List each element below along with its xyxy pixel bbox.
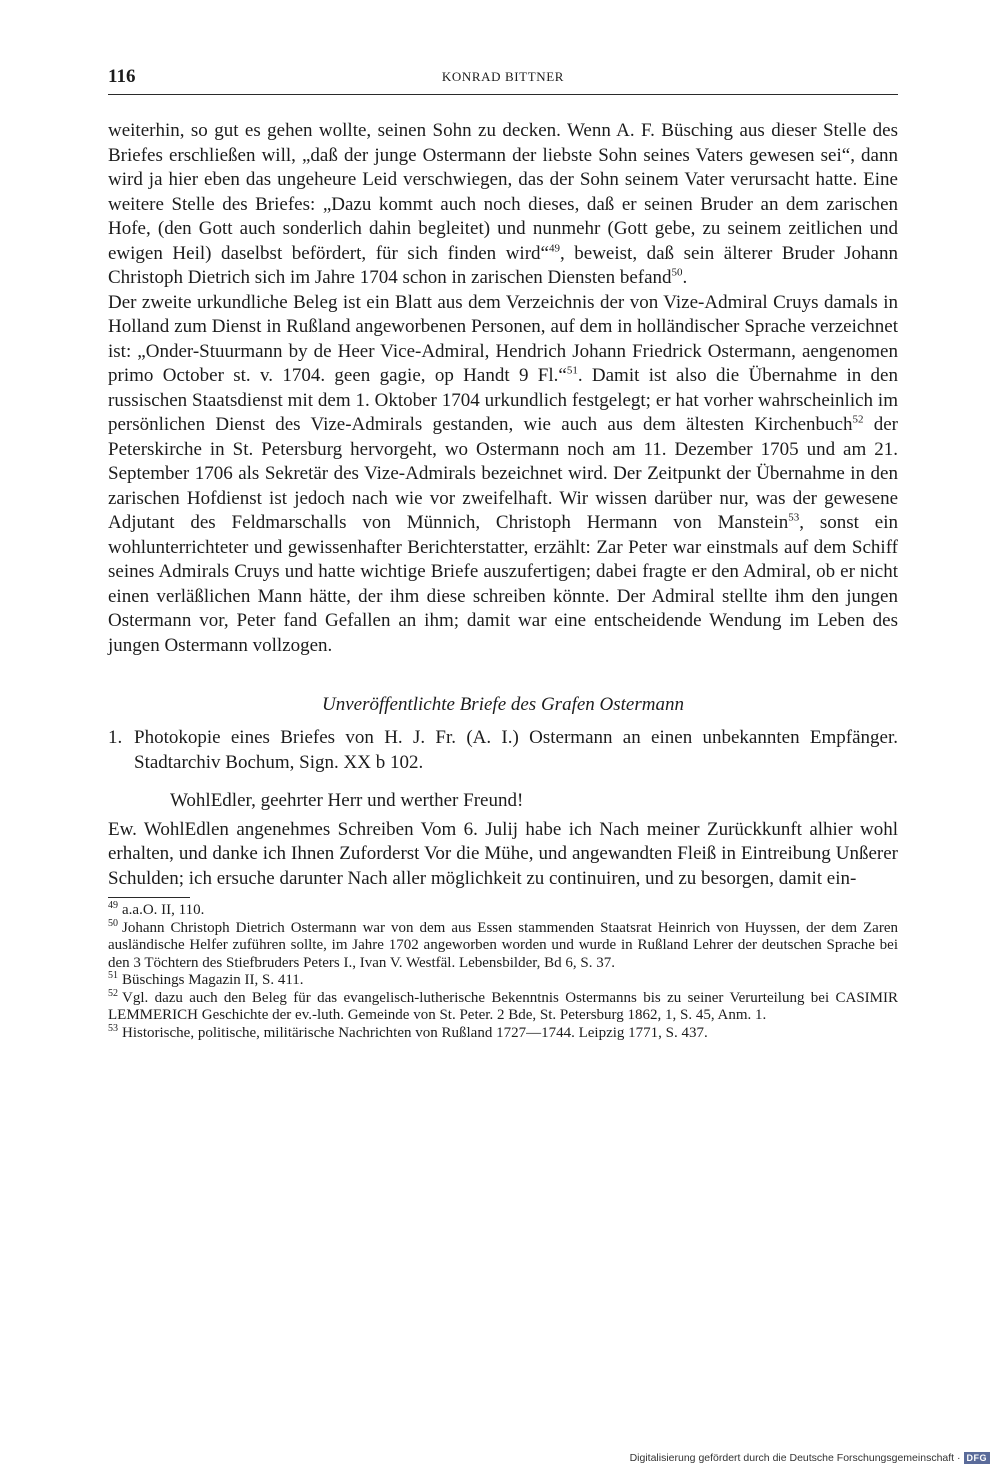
- section-title: Unveröffentlichte Briefe des Grafen Ostermann: [322, 694, 684, 715]
- footnote: $^{52}$ Vgl. dazu auch den Beleg für das evangelisch-lutherische Bekenntnis Ostermanns bis zu seiner Verurteilung bei CASIMIR LEMMERICH Geschichte der ev.-luth. Gemeinde von St. Peter. 2 Bde, St. Petersburg 1862, 1, S. 45, Anm. 1.: [108, 987, 898, 1023]
- footnote-ref-50: 50: [671, 266, 683, 279]
- footnote: $^{53}$ Historische, politische, militärische Nachrichten von Rußland 1727—1744. Leipzig 1771, S. 437.: [108, 1022, 708, 1041]
- main-text: [108, 119, 898, 658]
- footnote: $^{49}$ a.a.O. II, 110.: [108, 900, 205, 918]
- document-page: [108, 66, 898, 1042]
- paragraph-1: weiterhin, so gut es gehen wollte, seinen Sohn zu decken. Wenn A. F. Büsching aus dieser Stelle des Briefes erschließen will, „daß der junge Ostermann der liebste Sohn seines Vaters gewesen sei“, dann wird ja hier eben das ungeheure Leid verschwiegen, das der Sohn seinem Vater verursacht hatte. Eine weitere Stelle des Briefes: „Dazu kommt auch noch dieses, daß er seinen Bruder an dem zarischen Hofe, (den Gott auch sonderlich dahin begleitet) und nunmehr (Gott gebe, zu seinem zeitlichen und ewigen Heil) daselbst befördert, für sich finden wird“$^{49}$, beweist, daß sein älterer Bruder Johann Christoph Dietrich sich im Jahre 1704 schon in zarischen Diensten befand$^{50}$.: [108, 120, 898, 288]
- paragraph-2: Der zweite urkundliche Beleg ist ein Blatt aus dem Verzeichnis der von Vize-Admiral Cruys damals in Holland zum Dienst in Rußland angeworbenen Personen, auf dem in holländischer Sprache verzeichnet ist: „Onder-Stuurmann by de Heer Vice-Admiral, Hendrich Johann Friedrick Ostermann, aengenomen primo October st. v. 1704. geen gagie, op Handt 9 Fl.“$^{51}$. Damit ist also die Übernahme in den russischen Staatsdienst mit dem 1. Oktober 1704 urkundlich festgelegt; er hat vorher wahrscheinlich im persönlichen Dienst des Vize-Admirals gestanden, wie auch aus dem ältesten Kirchenbuch$^{52}$ der Peterskirche in St. Petersburg hervorgeht, wo Ostermann noch am 11. Dezember 1705 und am 21. September 1706 als Sekretär des Vize-Admirals bezeichnet wird. Der Zeitpunkt der Übernahme in den zarischen Hofdienst ist jedoch nach wie vor zweifelhaft. Wir wissen darüber nur, was der gewesene Adjutant des Feldmarschalls von Münnich, Christoph Hermann von Manstein$^{53}$, sonst ein wohlunterrichteter und gewissenhafter Berichterstatter, erzählt: Zar Peter war einstmals auf dem Schiff seines Admirals Cruys und hatte wichtige Briefe auszufertigen; dabei fragte er den Admiral, ob er nicht einen verläßlichen Mann hätte, der ihm diese schreiben könnte. Der Admiral stellte ihm den jungen Ostermann vor, Peter fand Gefallen an ihm; damit war eine entscheidende Wendung im Leben des jungen Ostermann vollzogen.: [108, 291, 899, 656]
- footnote-divider: [108, 897, 190, 898]
- list-item-number: 1.: [108, 727, 123, 748]
- footnote: $^{51}$ Büschings Magazin II, S. 411.: [108, 970, 304, 988]
- list-item: [108, 726, 898, 775]
- footnote-ref-49: 49: [548, 242, 560, 255]
- running-head: KONRAD BITTNER: [441, 69, 565, 84]
- footnote: $^{50}$ Johann Christoph Dietrich Ostermann war von dem aus Essen stammenden Staatsrat Heinrich von Huyssen, der dem Zaren ausländische Helfer zuführen sollte, im Jahre 1702 angeworben worden und wurde in Rußland Lehrer der deutschen Sprache bei den 3 Töchtern des Stiefbruders Peters I., Ivan V. Westfäl. Lebensbilder, Bd 6, S. 37.: [108, 917, 898, 971]
- letter-salutation: WohlEdler, geehrter Herr und werther Freund!: [170, 790, 524, 811]
- letter-text: Ew. WohlEdlen angenehmes Schreiben Vom 6. Julij habe ich Nach meiner Zurückkunft alhier wohl erhalten, und danke ich Ihnen Zuforderst Vor die Mühe, und angewandten Fleiß in Eintreibung Unßerer Schulden; ich ersuche darunter Nach aller möglichkeit zu continuiren, und zu besorgen, damit ein-: [108, 818, 898, 889]
- watermark-text: Digitalisierung gefördert durch die Deutsche Forschungsgemeinschaft ·: [629, 1452, 961, 1464]
- footnote-ref-52: 52: [852, 413, 864, 426]
- footnote-ref-53: 53: [788, 511, 800, 524]
- page-number: 116: [108, 66, 136, 87]
- digitization-watermark: [630, 1452, 990, 1464]
- list-item-text: Photokopie eines Briefes von H. J. Fr. (A. I.) Ostermann an einen unbekannten Empfänger. Stadtarchiv Bochum, Sign. XX b 102.: [134, 727, 898, 773]
- dfg-logo: DFG: [964, 1452, 991, 1464]
- footnote-ref-51: 51: [566, 364, 578, 377]
- footnotes: [108, 902, 898, 1042]
- page-header: [108, 66, 898, 95]
